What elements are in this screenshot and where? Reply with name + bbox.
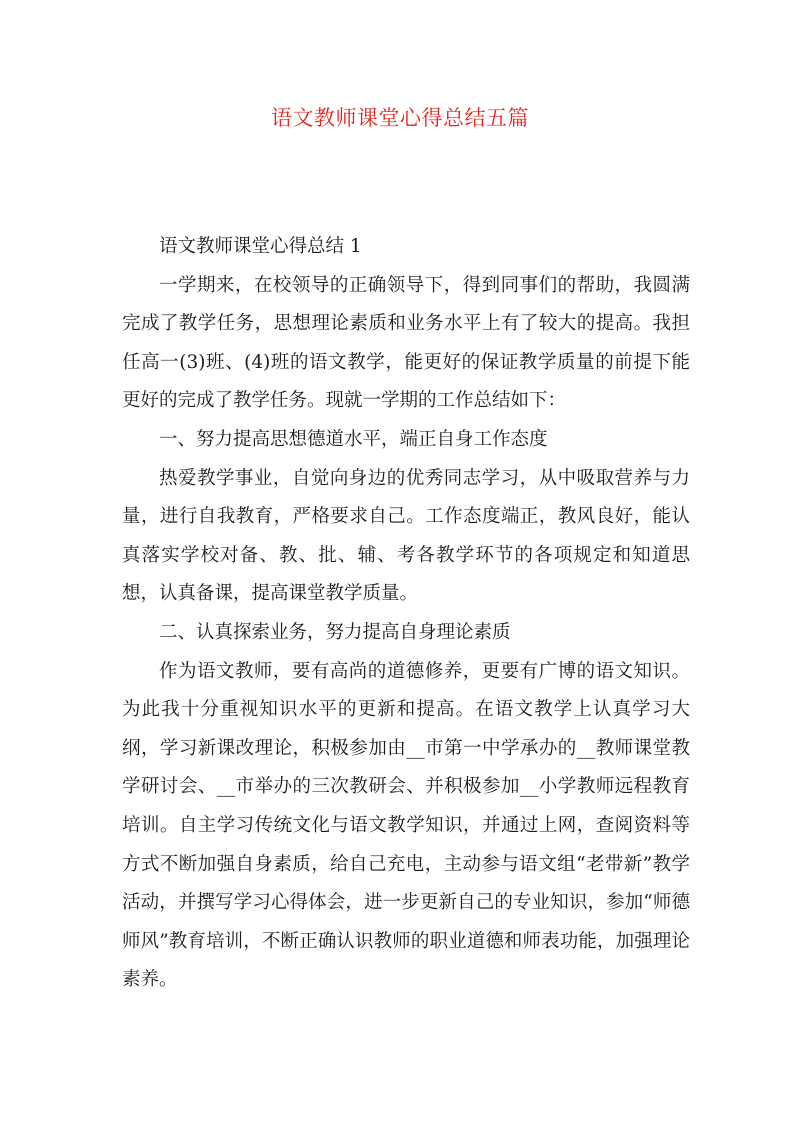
paragraph-study: 作为语文教师，要有高尚的道德修养，更要有广博的语文知识。为此我十分重视知识水平的更新和提高。在语文教学上认真学习大纲，学习新课改理论，积极参加由__市第一中学承办的__教师课堂教学研讨会、__市举办的三次教研会、并积极参加__小学教师远程教育培训。自主学习传统文化与语文教学知识，并通过上网，查阅资料等方式不断加强自身素质，给自己充电，主动参与语文组“老带新”教学活动，并撰写学习心得体会，进一步更新自己的专业知识，参加“师德师风”教育培训，不断正确认识教师的职业道德和师表功能，加强理论素养。 <box>122 660 690 991</box>
subheading-one: 一、努力提高思想德道水平，端正自身工作态度 <box>159 428 548 450</box>
subheading-two: 二、认真探索业务，努力提高自身理论素质 <box>159 621 511 643</box>
paragraph-intro: 一学期来，在校领导的正确领导下，得到同事们的帮助，我圆满完成了教学任务，思想理论素质和业务水平上有了较大的提高。我担任高一(3)班、(4)班的语文教学，能更好的保证教学质量的前提下能更好的完成了教学任务。现就一学期的工作总结如下： <box>122 274 690 412</box>
document-body <box>122 228 690 1000</box>
paragraph-attitude: 热爱教学事业，自觉向身边的优秀同志学习，从中吸取营养与力量，进行自我教育，严格要求自己。工作态度端正，教风良好，能认真落实学校对备、教、批、辅、考各教学环节的各项规定和知道思想，认真备课，提高课堂教学质量。 <box>122 467 690 605</box>
section-heading: 语文教师课堂心得总结 1 <box>159 236 362 257</box>
document-title: 语文教师课堂心得总结五篇 <box>271 106 529 130</box>
